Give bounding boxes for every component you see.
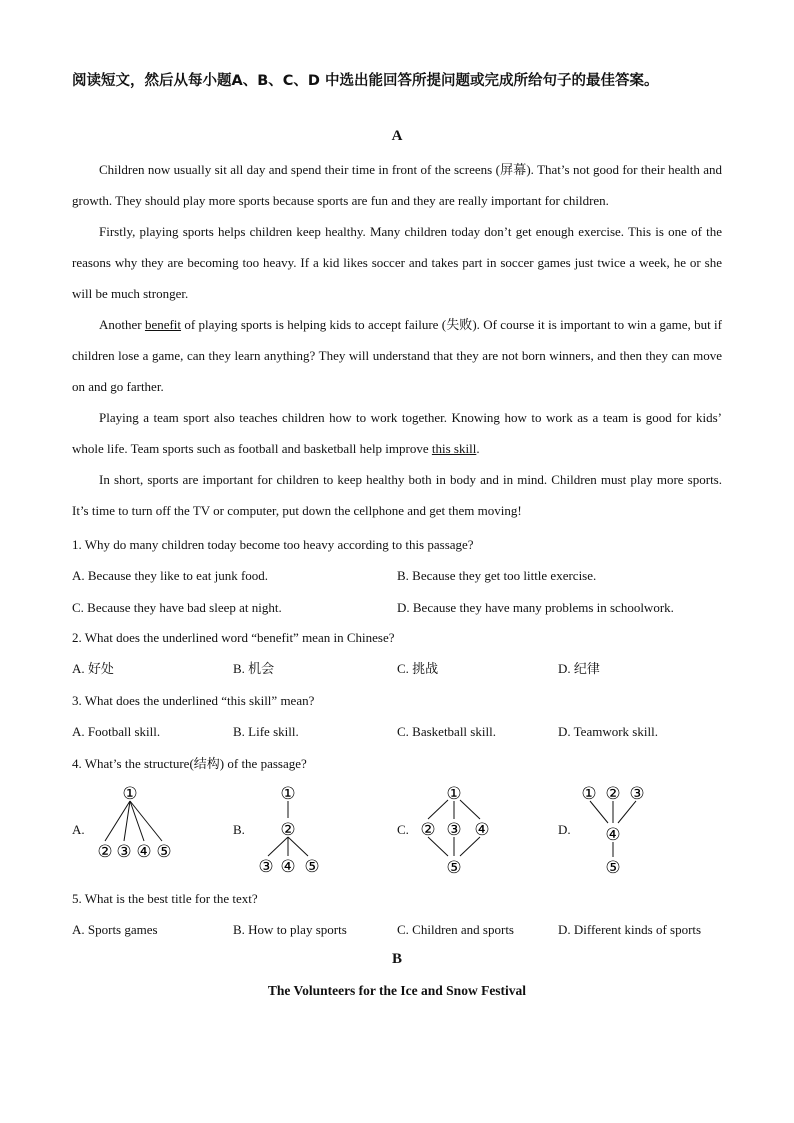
- q2-option-b[interactable]: B. 机会: [233, 661, 275, 676]
- q2-option-a[interactable]: A. 好处: [72, 661, 114, 676]
- node-1: ①: [280, 784, 296, 804]
- q5-option-c[interactable]: C. Children and sports: [397, 922, 514, 937]
- question-2-stem: 2. What does the underlined word “benefit” mean in Chinese?: [72, 630, 395, 645]
- q1-option-a[interactable]: A. Because they like to eat junk food.: [72, 568, 269, 583]
- node-4: ④: [280, 857, 296, 877]
- question-5-stem: 5. What is the best title for the text?: [72, 891, 258, 906]
- node-4: ④: [605, 825, 621, 845]
- node-1: ①: [581, 784, 597, 804]
- underlined-this-skill: this skill: [431, 441, 477, 456]
- q3-option-b[interactable]: B. Life skill.: [233, 724, 299, 739]
- node-1: ①: [122, 784, 138, 804]
- node-2: ②: [97, 842, 113, 862]
- node-5: ⑤: [304, 857, 320, 877]
- node-5: ⑤: [156, 842, 172, 862]
- question-1-stem: 1. Why do many children today become too heavy according to this passage?: [72, 537, 474, 552]
- node-3: ③: [258, 857, 274, 877]
- node-4: ④: [136, 842, 152, 862]
- q2-option-c[interactable]: C. 挑战: [397, 661, 439, 676]
- node-5: ⑤: [605, 858, 621, 878]
- section-b-heading: B: [391, 951, 402, 967]
- q3-option-d[interactable]: D. Teamwork skill.: [558, 724, 658, 739]
- node-1: ①: [446, 784, 462, 804]
- q3-option-c[interactable]: C. Basketball skill.: [397, 724, 496, 739]
- paragraph-1: Children now usually sit all day and spend their time in front of the screens (屏幕). That’s not good for their health and growth. They should play more sports because sports are fun and they are really important for children.: [72, 162, 722, 208]
- q4-option-b[interactable]: B.: [233, 822, 245, 837]
- q1-option-b[interactable]: B. Because they get too little exercise.: [397, 568, 597, 583]
- q4-option-d[interactable]: D.: [558, 822, 571, 837]
- node-3: ③: [629, 784, 645, 804]
- node-4: ④: [474, 820, 490, 840]
- question-4-stem: 4. What’s the structure(结构) of the passage?: [72, 756, 307, 771]
- passage-a: [72, 154, 722, 526]
- structure-diagram-c: [412, 780, 502, 880]
- q3-option-a[interactable]: A. Football skill.: [72, 724, 161, 739]
- structure-diagram-a: [90, 780, 185, 865]
- node-2: ②: [280, 820, 296, 840]
- structure-diagram-d: [575, 780, 655, 880]
- underlined-benefit: benefit: [144, 317, 182, 332]
- q2-option-d[interactable]: D. 纪律: [558, 661, 600, 676]
- node-2: ②: [420, 820, 436, 840]
- section-b-title: The Volunteers for the Ice and Snow Festival: [267, 983, 527, 998]
- paragraph-2: Firstly, playing sports helps children keep healthy. Many children today don’t get enough exercise. This is one of the reasons why they are becoming too heavy. If a kid likes soccer and takes part in soccer games just twice a week, he or she will be much stronger.: [72, 224, 722, 301]
- node-5: ⑤: [446, 858, 462, 878]
- paragraph-5: In short, sports are important for children to keep healthy both in body and in mind. Children must play more sports. It’s time to turn off the TV or computer, put down the cellphone and get them moving!: [72, 472, 722, 518]
- paragraph-3: Another benefit of playing sports is helping kids to accept failure (失败). Of course it is important to win a game, but if children lose a game, can they learn anything? They will understand that they are not born winners, and then they can move on and go farther.: [72, 317, 722, 394]
- q1-option-c[interactable]: C. Because they have bad sleep at night.: [72, 600, 282, 615]
- q4-option-c[interactable]: C.: [397, 822, 409, 837]
- section-a-heading: A: [391, 128, 403, 144]
- instructions: 阅读短文，然后从每小题A、B、C、D 中选出能回答所提问题或完成所给句子的最佳答案。: [72, 73, 659, 89]
- node-3: ③: [116, 842, 132, 862]
- paragraph-4: Playing a team sport also teaches children how to work together. Knowing how to work as a team is good for kids’ whole life. Team sports such as football and basketball help improve this skill.: [72, 410, 722, 456]
- q5-option-a[interactable]: A. Sports games: [72, 922, 158, 937]
- node-2: ②: [605, 784, 621, 804]
- q5-option-d[interactable]: D. Different kinds of sports: [558, 922, 702, 937]
- q1-option-d[interactable]: D. Because they have many problems in schoolwork.: [397, 600, 674, 615]
- structure-diagram-b: [250, 780, 330, 880]
- node-3: ③: [446, 820, 462, 840]
- question-3-stem: 3. What does the underlined “this skill” mean?: [72, 693, 315, 708]
- q4-option-a[interactable]: A.: [72, 822, 85, 837]
- q5-option-b[interactable]: B. How to play sports: [233, 922, 347, 937]
